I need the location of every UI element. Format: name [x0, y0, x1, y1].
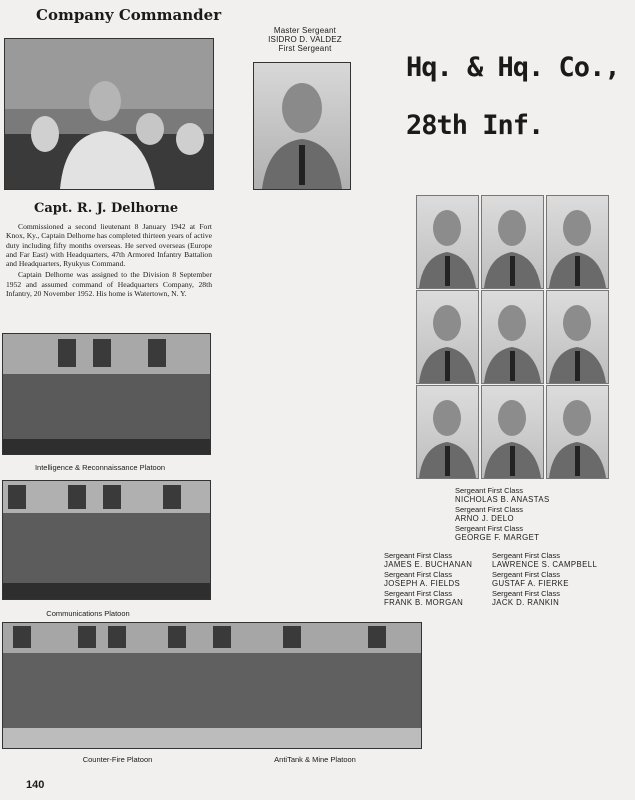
first-sergeant-label	[250, 26, 360, 53]
sergeant-entry	[384, 552, 472, 569]
sergeant-name: JACK D. RANKIN	[492, 598, 560, 607]
sergeant-name: ARNO J. DELO	[455, 514, 514, 523]
sergeant-name: FRANK B. MORGAN	[384, 598, 464, 607]
sergeant-name: GEORGE F. MARGET	[455, 533, 540, 542]
unit-title-line2: 28th Inf.	[406, 110, 544, 141]
sergeant-portrait	[481, 195, 544, 289]
unit-title-line1: Hq. & Hq. Co.,	[406, 52, 620, 83]
first-sergeant-name: ISIDRO D. VALDEZ	[268, 35, 342, 44]
sergeant-entry	[492, 552, 597, 569]
sergeant-name: NICHOLAS B. ANASTAS	[455, 495, 550, 504]
counterfire-platoon-caption: Counter-Fire Platoon	[82, 755, 153, 764]
sergeant-single-list	[455, 487, 550, 542]
first-sergeant-title: First Sergeant	[278, 44, 332, 53]
bio-paragraph: Captain Delhorne was assigned to the Division 8 September 1952 and assumed command of Headquarters Company, 28th Infantry, 20 November 1952. His home is Watertown, N. Y.	[6, 270, 212, 299]
sergeant-entry	[455, 487, 550, 504]
commander-name: Capt. R. J. Delhorne	[34, 201, 179, 216]
sergeant-portrait	[416, 290, 479, 384]
first-sergeant-photo	[253, 62, 351, 190]
sergeant-portrait	[546, 385, 609, 479]
antitank-platoon-caption: AntiTank & Mine Platoon	[274, 755, 356, 764]
communications-platoon-photo	[2, 480, 211, 600]
sergeant-entry	[492, 590, 597, 607]
bio-paragraph: Commissioned a second lieutenant 8 January 1942 at Fort Knox, Ky., Captain Delhorne has completed thirteen years of active duty including fifty months overseas. He served overseas (Europe and Far East) with Headquarters, 47th Armored Infantry Battalion and Headquarters, Ryukyus Command.	[6, 222, 212, 269]
sergeant-right-list	[492, 552, 597, 607]
sergeant-name: JAMES E. BUCHANAN	[384, 560, 473, 569]
sergeant-entry	[384, 590, 472, 607]
sergeant-rank: Sergeant First Class	[492, 570, 560, 579]
sergeant-entry	[455, 525, 550, 542]
first-sergeant-rank: Master Sergeant	[273, 26, 337, 35]
sergeant-rank: Sergeant First Class	[455, 524, 523, 533]
sergeant-left-list	[384, 552, 472, 607]
sergeant-portrait	[481, 385, 544, 479]
sergeant-name: GUSTAF A. FIERKE	[492, 579, 569, 588]
sergeant-rank: Sergeant First Class	[384, 570, 452, 579]
sergeant-name: LAWRENCE S. CAMPBELL	[492, 560, 598, 569]
sergeant-rank: Sergeant First Class	[492, 551, 560, 560]
intelligence-platoon-photo	[2, 333, 211, 455]
sergeant-rank: Sergeant First Class	[455, 505, 523, 514]
sergeant-entry	[492, 571, 597, 588]
counterfire-antitank-photo	[2, 622, 422, 749]
commander-photo	[4, 38, 214, 190]
sergeant-entry	[384, 571, 472, 588]
sergeant-entry	[455, 506, 550, 523]
sergeant-rank: Sergeant First Class	[384, 551, 452, 560]
sergeant-rank: Sergeant First Class	[455, 486, 523, 495]
company-commander-heading: Company Commander	[36, 6, 222, 24]
sergeant-name: JOSEPH A. FIELDS	[384, 579, 461, 588]
sergeant-rank: Sergeant First Class	[384, 589, 452, 598]
intelligence-platoon-caption: Intelligence & Reconnaissance Platoon	[34, 463, 166, 472]
sergeant-portrait	[416, 195, 479, 289]
page-number: 140	[26, 779, 45, 791]
sergeant-portrait	[481, 290, 544, 384]
sergeant-portrait	[546, 290, 609, 384]
commander-bio	[6, 222, 212, 300]
communications-platoon-caption: Communications Platoon	[46, 609, 130, 618]
sergeant-rank: Sergeant First Class	[492, 589, 560, 598]
sergeant-portrait	[546, 195, 609, 289]
sergeant-portrait	[416, 385, 479, 479]
